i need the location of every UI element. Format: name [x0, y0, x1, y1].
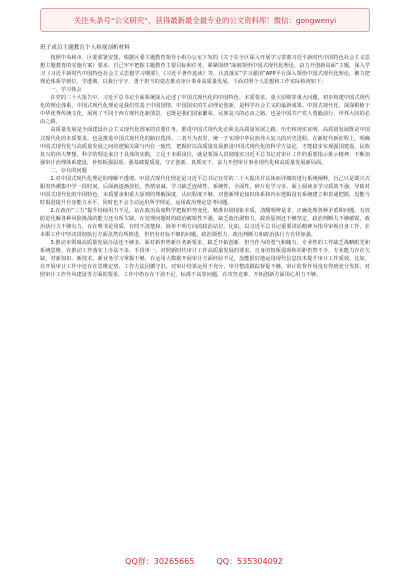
section-heading: 一、学习体会 [50, 87, 82, 94]
footer-qq-group: QQ群：30265665 [125, 557, 195, 566]
body-paragraph: 高质量发展是全面建设社会主义现代化国家的首要任务，推进中国式现代化必须走高质量发展之路。历史和现实证明，高质量发展既是中国式现代化的本质要求，也是推进中国式现代化的路径选择。二者互为表里，统一于实现中华民族伟大复兴的历史进程。在新时代新征程上，明确中国式现代化与高质量发展之间的逻辑关联与内在一致性，把握好以高质量发展推进中国式现代化的科学方法论，才能稳步实现强国建设、民族复兴的伟大梦想。科学的理论来自于具体的实践，立足于本职岗位，就是要深入贯彻落实习近平总书记对审计工作的重要指示批示精神，不断加强审计治理体系建设，补短板强弱项，强基础提质量，守正创新、真抓实干，奋力开创审计事业现代化和高质量发展新局面。 [40, 127, 370, 166]
body-paragraph: 按照中央和市、区委部署安排，根据区委主题教育领导小组办公室下发的《关于在全区深入开展学习贯彻习近平新时代中国特色社会主义思想主题教育的实施方案》要求，自己牢牢把握主题教育主要目标和任务，紧紧围绕“深刻领悟中国式现代化理论，奋力开创新局面”主题，深入学习《习近平新时代中国特色社会主义思想学习纲要》、《习近平著作选读》等，认真落实“学习强国”APP平台深入领悟中国式现代化理论，聚力把理论体系学到位、学透彻，以我行字字、勇于担当的姿态推动审计事业高质量发展。下面对照个人思想和工作实际检视如下： [40, 55, 370, 86]
body-paragraph: 在党的二十大报告中，习近平总书记全面系统深入论述了中国式现代化的中国特色、本质要求、重大原则等重大问题，初步构建中国式现代化的理论体系，中国式现代化理论是我们党基于中国国情、中国国实的生动理论创新，是科学社会主义的最新成果。中国式现代化、深深根植于中华优秀传统文化，展现了不同于西方现代化新图景，它既是我们国家繁荣、民族复兴的必由之路，也是中国共产党人勇毅前行、世界大同的必由之路。 [40, 95, 370, 126]
document-body [40, 54, 370, 279]
promo-banner-text: 关注头条号“公文研究”，获得最新最全最专业的公文资料库！微信：gongwenyi [73, 15, 337, 25]
document-title: 班子成员主题教育个人检视剖析材料 [40, 45, 130, 51]
page-footer [0, 556, 408, 570]
footer-qq: QQ：535304092 [216, 557, 283, 566]
body-paragraph: 3.推动本领域高质量发展办法还不够多。面对新形势新任务新要求，缺乏开拓创新、担当作为的勇气和魄力，专业性的工作缺乏战略眼光和系统思维，在推动工作落实上办法不多、手段单一。对照新时代审计工作高质量发展的要求，自身的短板弱项和差距仍然不少，专业能力存在欠缺，对新知识、新技术、新业务学习掌握不够，在运用大数据开展审计方面经验不足，没能很好地运用现代信息技术提升审计工作质效。比如，在开展审计工作中还存在思维定势、工作方法因循守旧，对审计结果运用不充分，审计整改跟踪督促不够，审计监督作用没有得到充分发挥。对照审计工作作风建设等方面的要求，工作中仍存在干劲不足、标准不高等问题，在攻坚克难、开拓创新方面用心用力不够。 [40, 240, 370, 279]
document-page [40, 44, 370, 546]
body-paragraph: 1.对中国式现代化理论的理解不透彻。中国式现代化理论是习近平总书记在党的二十大提出并具体而详细的进行系统阐释，自己只是即兴式跟着热潮集中学一段时间，后面就逐渐放松，热情衰减，学习缺乏连续性。系统性、全面性，碎片化学习多，面上阅读多学习质效不强，导致对中国式现代化的中国特色、本质要求和重大原则的理解深度、认识程度不够。对创新理论知识体系和内在逻辑没有系统建立和贯通把握，没能与时俱进提升自身能力水平，同时也不会主动运用所学理论，运用政治理论思考问题。 [40, 175, 370, 206]
section-heading: 二、存在的问题 [50, 167, 87, 174]
promo-banner [40, 8, 370, 32]
body-paragraph: 2.在政治“三力”提升持续用力不足。站在政治高度科学把握形势变化、精准识别现象本质，清醒明辨是非，正确处理各种矛盾和问题，有效防范化解各种风险挑战的能力还有所欠缺，在处理问题时的政治敏锐性不强，缺乏政治洞察力，政治原则还不够坚定，政治判断力不够敏锐，政治执行力不够有力，存在唯书论同质，有时不清楚和，简单不明方向的政治站位。比如，以习近平总书记重要讲话精神为指导审视自身工作，在本职工作中坚决贯彻执行方面虽然有所推进，但仍有对标不够的问题，政治领悟力、政治判断力和政治执行力有待加强。 [40, 207, 370, 239]
